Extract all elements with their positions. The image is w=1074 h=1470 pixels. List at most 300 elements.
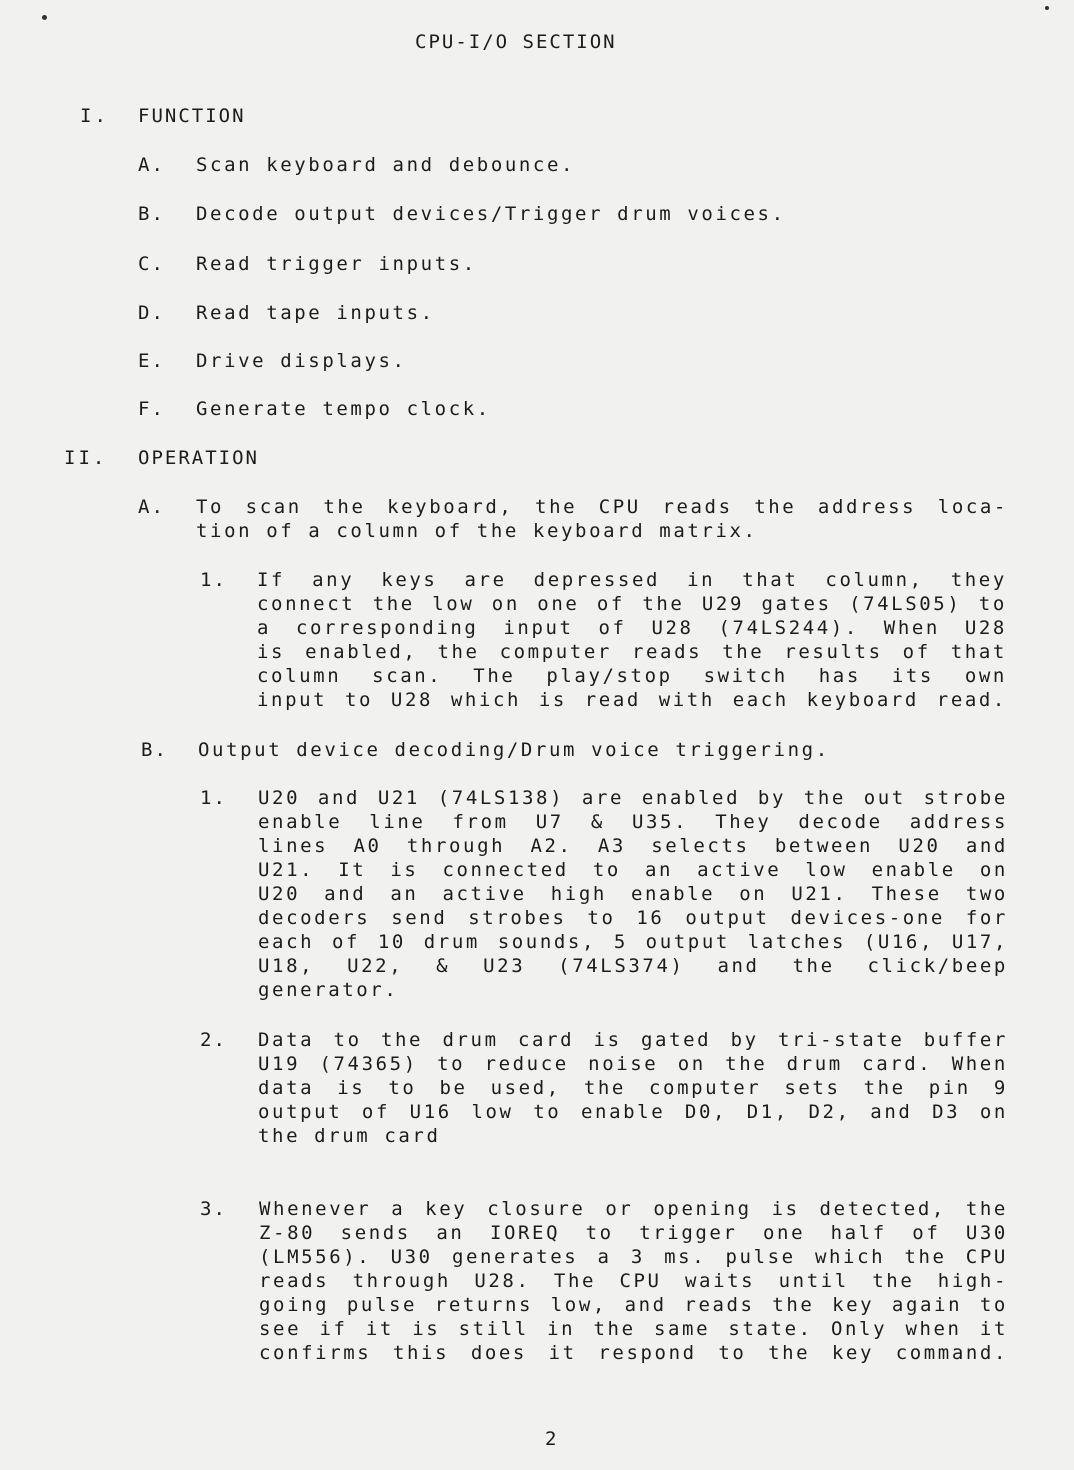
word: switch (703, 665, 788, 687)
word: & (590, 811, 605, 833)
word: (74LS244). (718, 617, 859, 639)
word: low (432, 593, 475, 615)
justified-line (258, 1101, 1008, 1123)
word: keys (381, 569, 438, 591)
word: to (333, 1029, 362, 1051)
word: through (406, 835, 506, 857)
item-label: B. (141, 739, 168, 761)
word: 5 (613, 931, 628, 953)
word: read. (936, 689, 1007, 711)
word: through (352, 1270, 451, 1292)
word: computer (649, 1077, 762, 1099)
word: U23 (483, 955, 526, 977)
word: is (337, 1077, 366, 1099)
word: pulse (346, 1294, 418, 1316)
word: going (259, 1294, 330, 1316)
word: the (725, 1053, 768, 1075)
word: for (965, 907, 1008, 929)
word: of (361, 1101, 390, 1123)
word: to (978, 593, 1007, 615)
item-text: Drive displays. (196, 350, 407, 372)
word: any (312, 569, 355, 591)
word: the (772, 1294, 815, 1316)
item-label: A. (138, 154, 165, 176)
justified-line (258, 1029, 1008, 1051)
word: high (550, 883, 607, 905)
justified-line (258, 883, 1008, 905)
word: to (388, 1077, 417, 1099)
word: input (257, 689, 328, 711)
word: from (452, 811, 509, 833)
justified-line (258, 955, 1008, 977)
word: on (491, 593, 520, 615)
item-label: C. (138, 253, 165, 275)
word: of (902, 641, 931, 663)
word: when (905, 1318, 962, 1340)
word: enable (258, 811, 343, 833)
word: results (784, 641, 883, 663)
word: A2. (530, 835, 573, 857)
word: key (832, 1294, 875, 1316)
punch-mark (42, 15, 47, 20)
word: When (951, 1053, 1008, 1075)
word: that (950, 641, 1007, 663)
justified-line (259, 1246, 1008, 1268)
word: strobe (923, 787, 1008, 809)
word: 9 (993, 1077, 1008, 1099)
word: the (642, 593, 685, 615)
word: detected, (819, 1198, 946, 1220)
word: pulse (725, 1246, 796, 1268)
word: ms. (664, 1246, 707, 1268)
word: output (645, 931, 730, 953)
word: connected (442, 859, 569, 881)
word: on (979, 859, 1008, 881)
word: D2, (808, 1101, 851, 1123)
word: selects (651, 835, 750, 857)
word: drum (442, 1029, 499, 1051)
item-label: D. (138, 302, 165, 324)
word: reads (259, 1270, 330, 1292)
word: to (585, 1222, 614, 1244)
justified-line (259, 1270, 1008, 1292)
word: lines (258, 835, 329, 857)
word: again (891, 1294, 963, 1316)
word: CPU (965, 1246, 1008, 1268)
item-text: Generate tempo clock. (196, 398, 491, 420)
word: two (965, 883, 1008, 905)
word: keyboard (806, 689, 919, 711)
word: (74LS374) (558, 955, 685, 977)
word: low (471, 1101, 514, 1123)
justified-line (258, 859, 1008, 881)
word: (U16, (863, 931, 935, 953)
word: When (883, 617, 940, 639)
word: with (658, 689, 715, 711)
word: CPU (598, 496, 641, 518)
word: output (685, 907, 770, 929)
word: U30 (965, 1222, 1008, 1244)
word: out (863, 787, 906, 809)
word: active (442, 883, 527, 905)
word: U7 (535, 811, 564, 833)
word: decode (798, 811, 883, 833)
word: connect (257, 593, 356, 615)
word: does (470, 1342, 527, 1364)
word: the (754, 496, 797, 518)
word: see (259, 1318, 302, 1340)
subitem-label: 2. (200, 1029, 227, 1051)
word: is (412, 1318, 441, 1340)
word: to (345, 689, 374, 711)
word: data (258, 1077, 315, 1099)
word: the (722, 641, 765, 663)
word: to (979, 1294, 1008, 1316)
item-text: Decode output devices/Trigger drum voices. (196, 203, 786, 225)
word: drum (786, 1053, 843, 1075)
justified-line (259, 1318, 1008, 1340)
word: U18, (258, 955, 315, 977)
word: To (196, 496, 225, 518)
word: column (257, 665, 342, 687)
word: U20 (898, 835, 941, 857)
item-text: Output device decoding/Drum voice triggering. (198, 739, 830, 761)
word: U28 (651, 617, 694, 639)
word: one (763, 1222, 806, 1244)
word: waits (685, 1270, 756, 1292)
word: is (538, 689, 567, 711)
punch-mark (1045, 6, 1049, 10)
word: of (331, 931, 361, 953)
word: strobes (468, 907, 567, 929)
justified-line (257, 617, 1007, 639)
word: CPU (619, 1270, 662, 1292)
justified-line (259, 1294, 1008, 1316)
word: between (774, 835, 874, 857)
word: confirms (259, 1342, 372, 1364)
justified-line (259, 1222, 1008, 1244)
word: still (458, 1318, 529, 1340)
word: the (372, 593, 415, 615)
word: in (687, 569, 716, 591)
word: reads (662, 496, 733, 518)
word: tri-state (778, 1029, 905, 1051)
word: and (870, 1101, 913, 1123)
word: or (605, 1198, 634, 1220)
word: U16 (409, 1101, 452, 1123)
justified-line (259, 1198, 1008, 1220)
word: gated (641, 1029, 712, 1051)
word: a (257, 617, 272, 639)
word: If (257, 569, 286, 591)
justified-line (259, 1342, 1008, 1364)
word: the (904, 1246, 947, 1268)
word: that (742, 569, 799, 591)
word: U28 (964, 617, 1007, 639)
word: one (537, 593, 580, 615)
word: sounds, (497, 931, 596, 953)
word: high- (937, 1270, 1008, 1292)
text-line: tion of a column of the keyboard matrix. (196, 520, 758, 542)
word: (74365) (319, 1053, 418, 1075)
word: and (717, 955, 760, 977)
text-line: generator. (258, 979, 399, 1001)
word: and (965, 835, 1008, 857)
word: which (814, 1246, 886, 1268)
word: gates (761, 593, 832, 615)
word: generates (451, 1246, 579, 1268)
word: D0, (684, 1101, 728, 1123)
word: U20 (258, 787, 301, 809)
word: Only (830, 1318, 888, 1340)
item-label: E. (138, 350, 165, 372)
word: click/beep (867, 955, 1008, 977)
page-number: 2 (545, 1428, 557, 1450)
word: the (965, 1198, 1008, 1220)
word: to (533, 1101, 562, 1123)
word: U35. (631, 811, 689, 833)
word: command. (895, 1342, 1008, 1364)
word: of (596, 593, 625, 615)
word: to (587, 907, 616, 929)
word: it (365, 1318, 394, 1340)
word: sends (340, 1222, 411, 1244)
word: each (732, 689, 789, 711)
word: an (390, 883, 419, 905)
word: card (518, 1029, 575, 1051)
word: (74LS05) (849, 593, 962, 615)
word: of (912, 1222, 941, 1244)
word: U29 (701, 593, 745, 615)
word: are (581, 787, 625, 809)
word: play/stop (546, 665, 673, 687)
word: they (950, 569, 1007, 591)
word: to (592, 859, 621, 881)
item-label: B. (138, 203, 165, 225)
word: the (535, 496, 578, 518)
word: reads (684, 1294, 755, 1316)
word: on (739, 883, 768, 905)
word: U22, (347, 955, 404, 977)
word: line (369, 811, 426, 833)
word: the (803, 787, 846, 809)
word: and (324, 883, 367, 905)
text-line: the drum card (258, 1125, 441, 1147)
word: enable (630, 883, 716, 905)
word: its (891, 665, 934, 687)
word: devices-one (790, 907, 945, 929)
justified-line (257, 689, 1007, 711)
word: to (718, 1342, 747, 1364)
word: They (715, 811, 772, 833)
word: D1, (746, 1101, 789, 1123)
word: U21 (377, 787, 420, 809)
word: column, (825, 569, 924, 591)
word: trigger (639, 1222, 738, 1244)
word: U28 (390, 689, 434, 711)
subitem-label: 1. (200, 569, 227, 591)
word: loca- (937, 496, 1008, 518)
word: half (830, 1222, 887, 1244)
word: (LM556). (259, 1246, 372, 1268)
word: computer (499, 641, 612, 663)
word: be (439, 1077, 468, 1099)
word: reads (631, 641, 703, 663)
justified-line (258, 907, 1008, 929)
item-text: Read tape inputs. (196, 302, 435, 324)
word: send (391, 907, 448, 929)
word: the (863, 1077, 906, 1099)
justified-line (258, 811, 1008, 833)
word: it (548, 1342, 577, 1364)
word: latches (747, 931, 846, 953)
word: an (436, 1222, 465, 1244)
word: Whenever (259, 1198, 372, 1220)
word: enabled, (305, 641, 418, 663)
word: drum (423, 931, 480, 953)
word: on (979, 1101, 1008, 1123)
word: Z-80 (259, 1222, 316, 1244)
word: card. (862, 1053, 933, 1075)
word: U28. (474, 1270, 531, 1292)
word: U21. (791, 883, 848, 905)
word: the (768, 1342, 811, 1364)
word: own (964, 665, 1007, 687)
section-heading: FUNCTION (138, 105, 246, 127)
word: opening (653, 1198, 752, 1220)
word: These (871, 883, 942, 905)
word: is (257, 641, 286, 663)
word: in (547, 1318, 576, 1340)
word: the (380, 1029, 424, 1051)
word: input (503, 617, 574, 639)
section-numeral: II. (64, 447, 108, 469)
word: the (593, 1318, 636, 1340)
word: key (831, 1342, 875, 1364)
word: a (597, 1246, 612, 1268)
word: sets (784, 1077, 841, 1099)
word: 10 (377, 931, 406, 953)
justified-line (258, 931, 1008, 953)
word: depressed (533, 569, 661, 591)
word: U19 (258, 1053, 301, 1075)
word: the (583, 1077, 626, 1099)
word: key (425, 1198, 468, 1220)
word: decoders (258, 907, 371, 929)
word: buffer (923, 1029, 1008, 1051)
justified-line (258, 1077, 1008, 1099)
word: read (584, 689, 641, 711)
word: by (730, 1029, 759, 1051)
word: if (319, 1318, 348, 1340)
word: output (258, 1101, 343, 1123)
word: address (817, 496, 917, 518)
word: scan (245, 496, 302, 518)
word: keyboard, (387, 496, 514, 518)
word: U30 (390, 1246, 433, 1268)
word: reduce (484, 1053, 569, 1075)
justified-line (258, 1053, 1008, 1075)
word: active (697, 859, 782, 881)
word: low, (550, 1294, 607, 1316)
justified-line (258, 835, 1008, 857)
word: U17, (951, 931, 1008, 953)
word: by (757, 787, 786, 809)
word: is (593, 1029, 622, 1051)
word: The (473, 665, 516, 687)
justified-line (258, 787, 1008, 809)
section-heading: OPERATION (138, 447, 259, 469)
word: The (553, 1270, 597, 1292)
word: and (624, 1294, 667, 1316)
word: 3 (630, 1246, 645, 1268)
justified-line (257, 665, 1007, 687)
item-label: F. (138, 398, 165, 420)
word: enabled (641, 787, 741, 809)
word: used, (490, 1077, 561, 1099)
word: corresponding (295, 617, 479, 639)
item-text: Scan keyboard and debounce. (196, 154, 576, 176)
word: it (979, 1318, 1008, 1340)
subitem-label: 1. (200, 787, 227, 809)
word: It (338, 859, 367, 881)
word: is (390, 859, 419, 881)
word: same (653, 1318, 711, 1340)
word: each (258, 931, 315, 953)
word: of (598, 617, 627, 639)
word: state. (728, 1318, 813, 1340)
word: has (818, 665, 861, 687)
word: 16 (636, 907, 665, 929)
word: until (778, 1270, 849, 1292)
word: a (391, 1198, 406, 1220)
word: D3 (932, 1101, 961, 1123)
item-label: A. (138, 496, 165, 518)
word: U20 (258, 883, 301, 905)
word: noise (588, 1053, 659, 1075)
word: closure (487, 1198, 586, 1220)
word: the (792, 955, 835, 977)
word: Data (258, 1029, 315, 1051)
word: A3 (597, 835, 626, 857)
word: returns (434, 1294, 534, 1316)
word: A0 (353, 835, 382, 857)
word: (74LS138) (437, 787, 565, 809)
word: is (771, 1198, 800, 1220)
word: & (436, 955, 451, 977)
justified-line (257, 593, 1007, 615)
word: the (323, 496, 366, 518)
word: pin (928, 1077, 971, 1099)
word: scan. (372, 665, 443, 687)
word: to (437, 1053, 466, 1075)
section-numeral: I. (80, 105, 109, 127)
justified-line (196, 496, 1008, 518)
word: IOREQ (489, 1222, 561, 1244)
justified-line (257, 569, 1007, 591)
word: this (392, 1342, 450, 1364)
word: U21. (258, 859, 315, 881)
word: the (437, 641, 480, 663)
subitem-label: 3. (200, 1198, 227, 1220)
justified-line (257, 641, 1007, 663)
word: an (644, 859, 674, 881)
word: on (677, 1053, 706, 1075)
word: the (872, 1270, 915, 1292)
word: enable (581, 1101, 666, 1123)
item-text: Read trigger inputs. (196, 253, 477, 275)
word: are (464, 569, 507, 591)
